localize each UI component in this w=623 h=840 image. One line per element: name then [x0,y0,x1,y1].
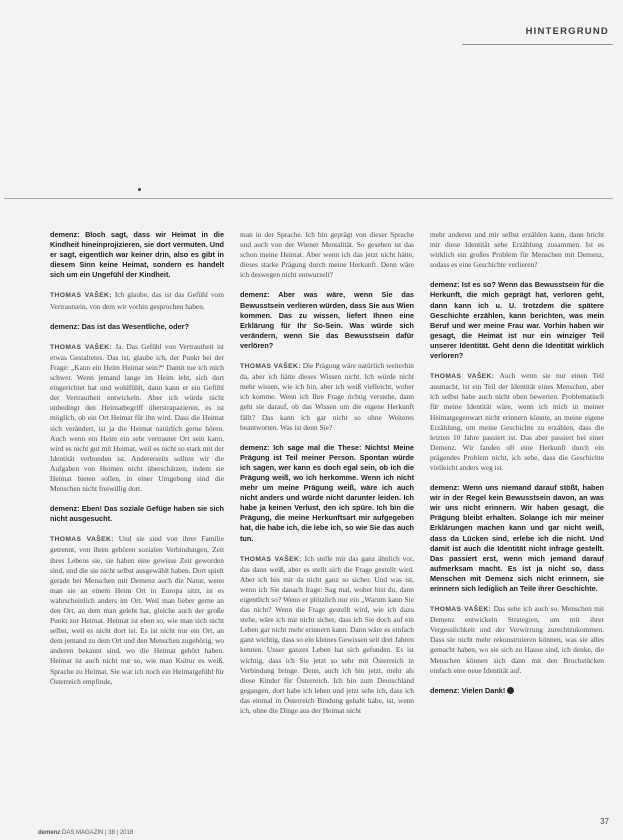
paragraph-text: demenz: Eben! Das soziale Gefüge haben sie sich nicht ausgesucht. [50,504,224,524]
bullet-dot [138,188,141,191]
paragraph-text: demenz: Wenn uns niemand darauf stößt, haben wir in der Regel kein Bewusstsein davon, an was wir uns nicht erinnern. Wir haben gesagt, die Prägung bleibt erhalten. Solange ich mir meiner Erklärungen machen kann und gar nicht weiß, dass da Lücken sind, erlebe ich die nicht. Und damit ist auch die Identität nicht infrage gestellt. Das passiert erst, wenn mich jemand darauf aufmerksam macht. Es ist ja nicht so, dass Menschen mit Demenz sich nicht erinnern, sie erinnern sich lediglich an Teile ihrer Geschichte. [430,483,604,593]
interview-question [240,443,414,544]
paragraph-text: demenz: Aber was wäre, wenn Sie das Bewusstsein verlieren würden, dass Sie aus Wien kommen. Das zu wissen, liefert Ihnen eine Erklärung für Ihr So-Sein. Was würde sich verändern, wenn Sie das Bewusstsein dafür verlören? [240,290,414,350]
interview-answer [430,371,604,473]
divider-rule [4,198,613,199]
interview-answer [240,230,414,280]
interview-question [50,504,224,524]
interview-answer [50,290,224,311]
speaker-name: THOMAS VAŠEK: [240,555,302,563]
article-column-3 [430,230,604,830]
interview-question [50,322,224,332]
interview-question [240,290,414,351]
page-footer [38,830,133,836]
interview-question [50,230,224,280]
paragraph-text: demenz: Ist es so? Wenn das Bewusstsein für die Herkunft, die mich geprägt hat, verloren geht, dann kann ich u. U. trotzdem die spätere Geschichte erzählen, kann berichten, was mein Beruf und wer meine Frau war. Vorhin haben wir gesagt, die Heimat ist nur ein winziger Teil unserer Identität. Geht denn die Identität wirklich verloren? [430,280,604,361]
paragraph-text: Auch wenn sie nur einen Teil ausmacht, ist ein Teil der Identität eines Menschen, aber ich selbst habe auch nicht oben bewerten. Problematisch für meine Identität wäre, wenn ich mich in meiner Heimatgegenwart nicht erinnern könnte, an meine eigene Erzählung, um meine Geschichte zu erzählen, dass die letzten 10 Jahre passiert ist. Das aber passiert bei einer Demenz. Wir fanden oft eine Herkunft durch ein prägendes Problem nicht, ich sehe, dass die Geschichte vielleicht anders weg ist. [430,371,604,472]
paragraph-text: demenz: Bloch sagt, dass wir Heimat in die Kindheit hineinprojizieren, sie dort vermuten. Und er sagt, eigentlich war keiner drin, also es gibt in diesem Sinn keine Heimat, sondern es handelt sich um ein Ungefühl der Kindheit. [50,230,224,280]
paragraph-text: mehr anderen und mir selbst erzählen kann, dann bricht mir diese Identität sehe Erzählung zusammen. Ist es wirklich ein großes Problem für Menschen mit Demenz, sodass es eine Geschichte verlieren? [430,230,604,270]
interview-answer [240,361,414,433]
section-label: HINTERGRUND [525,26,609,37]
interview-answer [430,230,604,270]
interview-answer [50,534,224,686]
speaker-name: THOMAS VAŠEK: [50,292,112,300]
paragraph-text: demenz: Vielen Dank! [430,685,506,695]
article-column-1 [50,230,224,830]
header-rule [462,44,613,45]
paragraph-text: demenz: Das ist das Wesentliche, oder? [50,321,189,331]
footer-issue: DAS MAGAZIN | 38 | 2018 [62,830,134,836]
speaker-name: THOMAS VAŠEK: [430,373,495,381]
interview-answer [50,342,224,494]
speaker-name: THOMAS VAŠEK: [430,606,492,614]
interview-question [430,280,604,361]
paragraph-text: Ich stelle mir das ganz ähnlich vor, das dann weiß, aber es stellt sich die Frage gestellt wird. Aber ich bin mir da nicht ganz so sicher. Und was ist, wenn ich Sie danach frage: Sag mal, woher bist du, dann eigentlich so? Wenn er plötzlich nur ein „Warum kann Sie das nicht? Wenn die Frage gestellt wird, wie ich dazu stehe, wäre ich mir nicht sicher, dass ich Sie doch auf ein Leben gar nicht mehr erinnern kann. Dann wäre es einfach ganz wichtig, dass so ein kleines Gewissen seit drei Jahren kennen. Unser ganzes Leben hat sich gefunden. Es ist wichtig, dass ich Sie jetzt so sehr mit Österreich in Verbindung bringe. Denn, auch ich bin jetzt, mehr als diese Kinder für Österreich. Ich bin zum Deutschland gegangen, dort habe ich leben und jetzt sehe ich, dass ich das einmal in Österreich Bindung gehabt habe, ist, wenn ich, ohne die Dinge aus der Heimat nicht [240,553,414,716]
paragraph-text: Das sehe ich auch so. Menschen mit Demenz entwickeln Strategien, um mit ihrer Vergesslichkeit und der Verwirrung zurechtzukommen. Dass sie nicht mehr rekonstruieren können, was sie alles gemacht haben, wo sie sich zu Hause sind, ich denke, die Menschen können sich dann mit den Bruchstücken einfach eine neue Identität auf. [430,604,604,675]
speaker-name: THOMAS VAŠEK: [50,343,113,351]
speaker-name: THOMAS VAŠEK: [240,363,301,371]
interview-answer [430,604,604,676]
page-number: 37 [600,817,609,826]
interview-answer [240,554,414,717]
interview-question [430,686,604,696]
paragraph-text: Ich glaube, das ist das Gefühl vom Vertrautsein, von dem wir vorhin gesprochen haben. [50,290,224,311]
paragraph-text: Die Prägung wäre natürlich weiterhin da, aber ich hätte dieses Wissen nicht. Ich würde nicht mehr wissen, wie ich bin, aber ich weiß vielleicht, woher ich komme. Wenn ich Ihre Frage richtig verstehe, dann geht sie darauf, ob das Wissen um die eigene Herkunft fällt? Das kann ich gar nicht so ohne Weiteres beantworten. Was ist denn Sie? [240,361,414,432]
paragraph-text: man in der Sprache. Ich bin geprägt von dieser Sprache und auch von der Wiener Mentalität. So gesehen ist das schon meine Heimat. Aber wenn ich das jetzt nicht hätte, dieses starke Prägung durch meine Herkunft. Denn wäre ich deswegen nicht entwurzelt? [240,230,414,280]
interview-question [430,483,604,594]
paragraph-text: Ja. Das Gefühl von Vertrautheit ist etwas Gestaltetes. Das ist, glaube ich, der Punkt bei der Frage: „Kann ein Heim Heimat sein?“ Damit tue ich mich schwer. Wenn jemand lange im Heim lebt, sich dort eingerichtet hat und wohlfühlt, dann kann er ein Gefühl der Vertrautheit entwickeln. Aber ich würde nicht unbedingt den Heimatbegriff überstrapazieren, es ist möglich, ob ein Ort Heimat für ihn wird. Dass die Heimat sich verändert, ist ja die Heimat natürlich gerne hören. Auch wenn ein Heim ein sehr vertrauter Ort sein kann, wird es nicht gut mit Heimat, weil es nicht so stark mit der Identität verbunden ist. Andererseits sollten wir die Aufgaben von Heimen nicht überschätzen, indem sie Heimat bieten sollen, in einer Umgebung sind die Menschen nicht freiwillig dort. [50,341,224,494]
paragraph-text: demenz: Ich sage mal die These: Nichts! Meine Prägung ist Teil meiner Person. Spontan würde ich sagen, wer kann es doch egal sein, ob ich die Prägung weiß, wo ich herkomme. Wenn ich nicht mehr um meine Prägung weiß, wäre ich auch nicht anders und würde nicht darunter leiden. Ich habe ja keinen Verlust, den ich spüre. Ich bin die Prägung, die meine Herkunftsart mir aufgegeben hat, die habe ich, die lebe ich, so wie Sie das auch tun. [240,442,414,543]
speaker-name: THOMAS VAŠEK: [50,536,114,544]
paragraph-text: Und sie sind von ihrer Familie getrennt, von ihren gehören sozialen Verbindungen, Zeit ihres Lebens sie, sie haben eine gewisse Zeit geworden sind, und die sie nicht selbst ausgewählt haben. Dort spielt gerade bei Menschen mit Demenz auch die Natur, wenn man sie an einem Heim Ort in Europa sitzt, ist es wahrscheinlich anders im Ort. Weil man lieber gerne an den Ort, an dem man gelebt hat, gleiche auch der große Punkt zur Heimat. Heimat ist eben so, wie man sich nicht selbst, weil es nicht dort ist. Es ist nicht nur ein Ort, an dem jemand zu dem Ort und den Menschen zugehörig, wo anderen bekannt sind, wo die Heimat gehört haben. Heimat ist auch nicht nur so, wie man Kultur es weiß. Sprache zu Heimat. Sie war ich noch ein Heimatgefühl für Österreich empfinde, [50,534,224,686]
end-mark-icon [507,687,514,694]
article-column-2 [240,230,414,830]
footer-magazine: demenz [38,830,61,836]
